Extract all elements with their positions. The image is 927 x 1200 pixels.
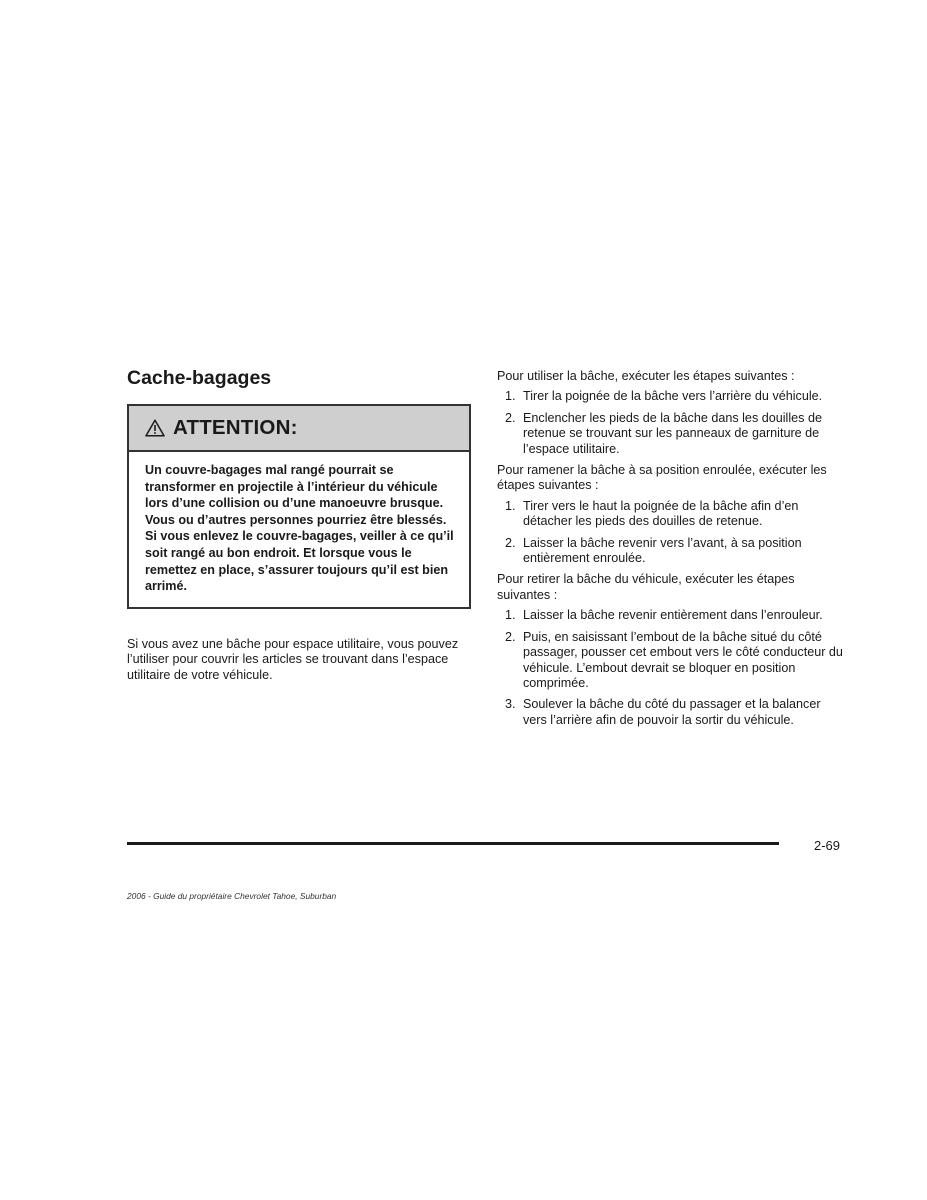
footer-note: 2006 - Guide du propriétaire Chevrolet Tahoe, Suburban (127, 891, 337, 901)
page-number: 2-69 (814, 838, 841, 853)
remove-steps (497, 608, 847, 728)
list-item: 2. Puis, en saisissant l’embout de la bâche situé du côté passager, pousser cet embout vers le côté conducteur du véhicule. L’embout devrait se bloquer en position comprimée. (505, 629, 843, 690)
list-item: 3. Soulever la bâche du côté du passager et la balancer vers l’arrière afin de pouvoir la sortir du véhicule. (505, 697, 821, 727)
list-item: 2. Enclencher les pieds de la bâche dans les douilles de retenue se trouvant sur les panneaux de garniture de l’espace utilitaire. (505, 410, 822, 456)
cover-intro-paragraph: Si vous avez une bâche pour espace utilitaire, vous pouvez l’utiliser pour couvrir les articles se trouvant dans l’espace utilitaire de votre véhicule. (127, 636, 459, 682)
footer-rule (127, 842, 779, 845)
use-steps (497, 389, 847, 457)
attention-box (127, 404, 471, 609)
retract-steps (497, 499, 847, 567)
left-column (127, 366, 471, 683)
attention-text: Un couvre-bagages mal rangé pourrait se transformer en projectile à l’intérieur du véhicule lors d’une collision ou d’une manoeuvre brusque. Vous ou d’autres personnes pourriez être blessés. Si vous enlevez le couvre-bagages, veiller à ce qu’il soit rangé au bon endroit. Et lorsque vous le remettez en place, s’assurer toujours qu’il est bien arrimé. (145, 463, 454, 594)
retract-intro: Pour ramener la bâche à sa position enroulée, exécuter les étapes suivantes : (497, 463, 827, 493)
list-item: 1. Laisser la bâche revenir entièrement dans l’enrouleur. (505, 608, 823, 623)
attention-header (129, 406, 469, 452)
list-item: 1. Tirer vers le haut la poignée de la bâche afin d’en détacher les pieds des douilles de retenue. (505, 498, 799, 529)
section-title: Cache-bagages (127, 367, 272, 389)
list-item: 1. Tirer la poignée de la bâche vers l’arrière du véhicule. (505, 389, 823, 404)
right-column (497, 369, 847, 734)
list-item: 2. Laisser la bâche revenir vers l’avant, à sa position entièrement enroulée. (505, 535, 802, 566)
remove-intro: Pour retirer la bâche du véhicule, exécuter les étapes suivantes : (497, 572, 795, 602)
warning-triangle-icon (145, 419, 165, 437)
attention-label: ATTENTION: (173, 416, 298, 439)
use-intro: Pour utiliser la bâche, exécuter les étapes suivantes : (497, 369, 795, 383)
